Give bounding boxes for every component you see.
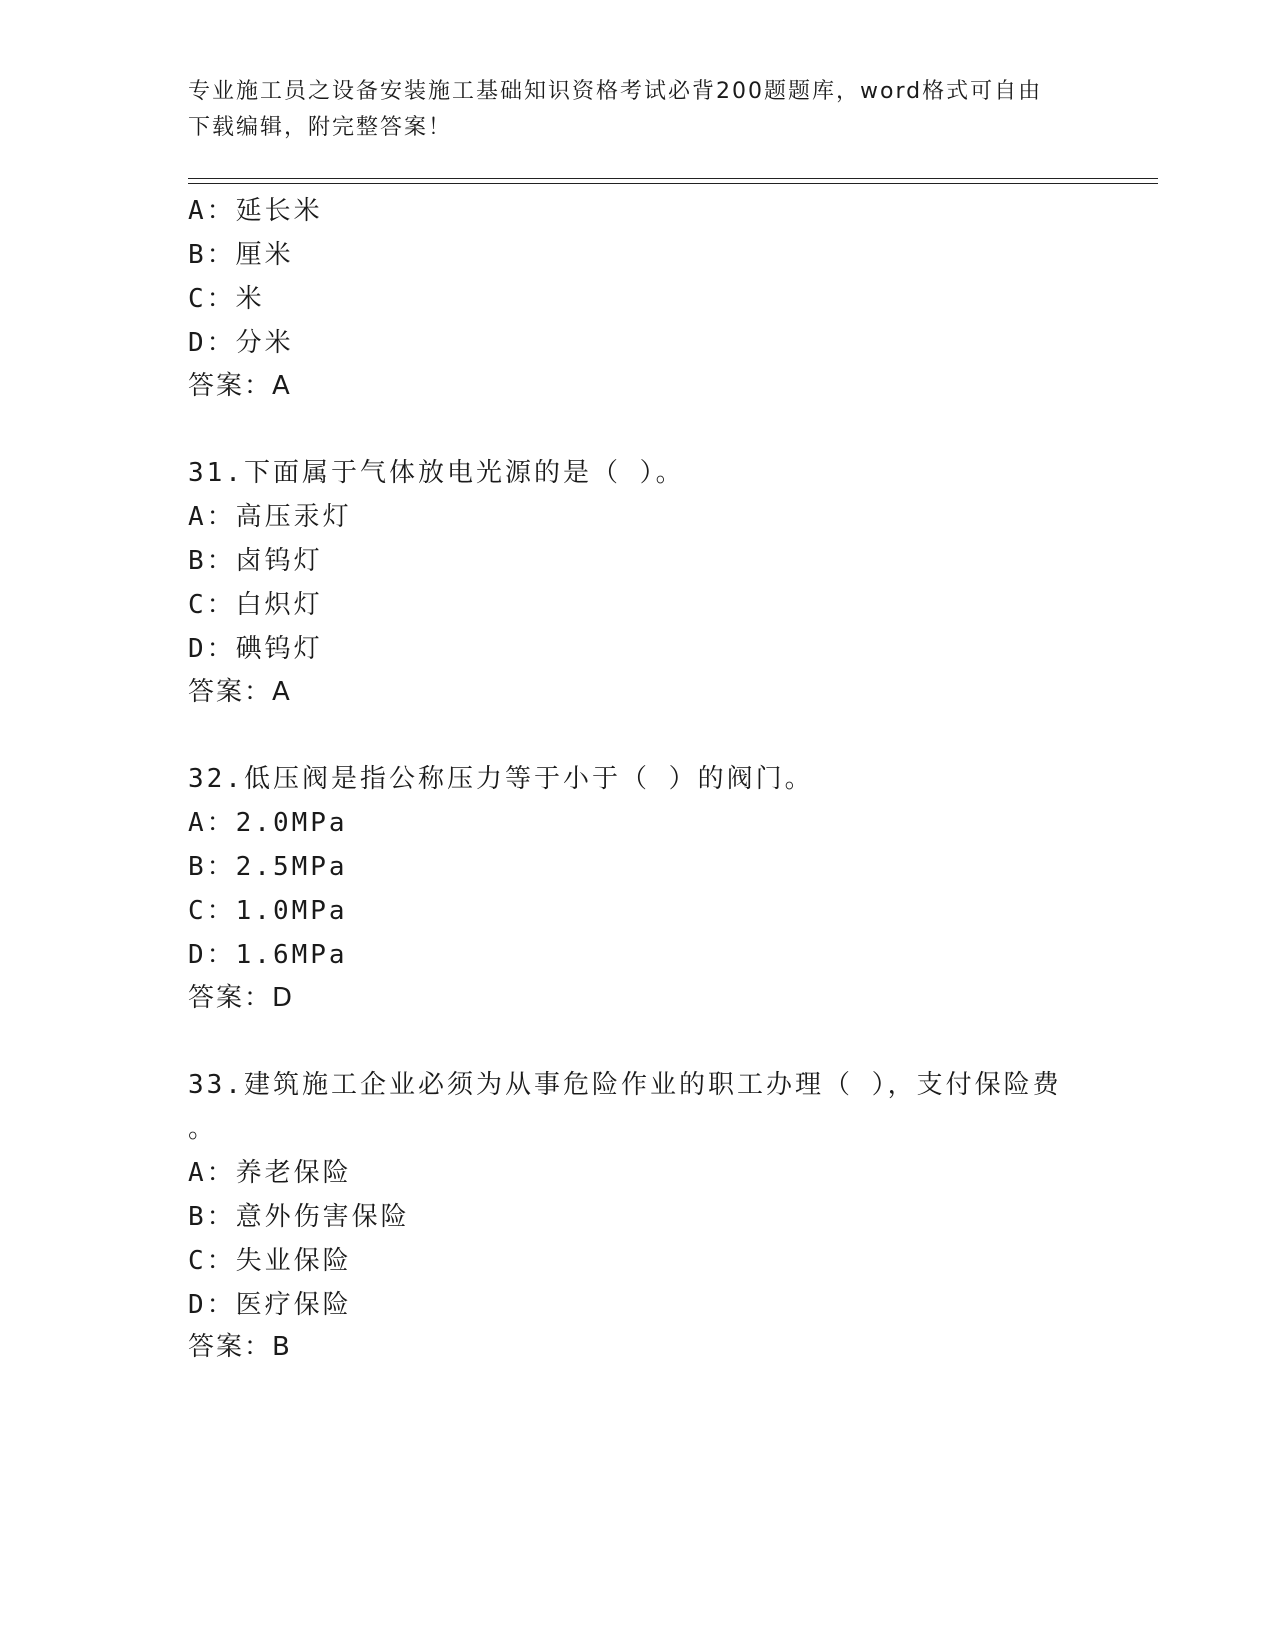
q33-answer: 答案：B [188, 1332, 292, 1362]
q33-option-d: D：医疗保险 [188, 1290, 352, 1320]
header-title-line-1: 专业施工员之设备安装施工基础知识资格考试必背200题题库，word格式可自由 [188, 79, 1043, 104]
q31-option-a: A：高压汞灯 [188, 502, 352, 532]
q30-option-d: D：分米 [188, 328, 294, 358]
q33-option-b: B：意外伤害保险 [188, 1202, 410, 1232]
q31-option-d: D：碘钨灯 [188, 634, 323, 664]
header-title-line-2: 下载编辑，附完整答案！ [188, 115, 453, 140]
q32-option-a: A：2.0MPa [188, 808, 348, 838]
q30-option-b: B：厘米 [188, 240, 294, 270]
q32-question: 32.低压阀是指公称压力等于小于（ ）的阀门。 [188, 764, 814, 794]
q31-answer: 答案：A [188, 677, 292, 707]
q33-question-line-1: 33.建筑施工企业必须为从事危险作业的职工办理（ ），支付保险费 [188, 1070, 1062, 1100]
q30-answer: 答案：A [188, 371, 292, 401]
q31-option-c: C：白炽灯 [188, 590, 323, 620]
q33-option-c: C：失业保险 [188, 1246, 352, 1276]
q32-option-b: B：2.5MPa [188, 852, 348, 882]
q31-question: 31.下面属于气体放电光源的是（ ）。 [188, 458, 685, 488]
q32-option-d: D：1.6MPa [188, 940, 348, 970]
document-header [188, 74, 1068, 146]
q30-option-a: A：延长米 [188, 196, 323, 226]
q32-answer: 答案：D [188, 983, 295, 1013]
q32-option-c: C：1.0MPa [188, 896, 348, 926]
q33-question-line-2: 。 [188, 1114, 218, 1144]
header-divider-top [188, 178, 1158, 179]
q33-option-a: A：养老保险 [188, 1158, 352, 1188]
header-divider-bottom [188, 183, 1158, 184]
q30-option-c: C：米 [188, 284, 265, 314]
q31-option-b: B：卤钨灯 [188, 546, 323, 576]
